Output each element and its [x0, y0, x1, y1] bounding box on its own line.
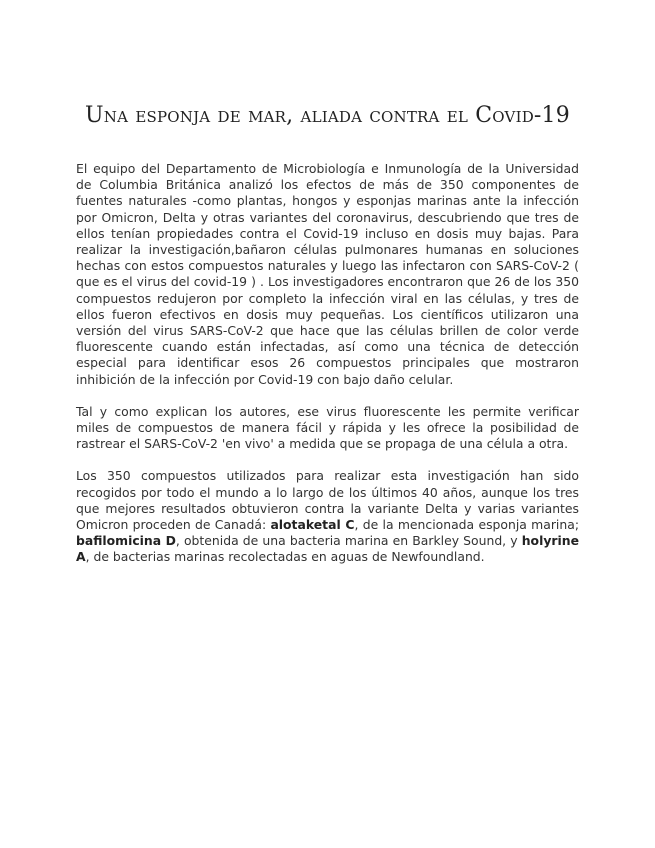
paragraph-3-text: , de bacterias marinas recolectadas en aguas de Newfoundland. [85, 549, 485, 565]
paragraph-1: El equipo del Departamento de Microbiología e Inmunología de la Universidad de Columbia Británica analizó los efectos de más de 350 componentes de fuentes naturales -como plantas, hongos y esponjas marinas ante la infección por Omicron, Delta y otras variantes del coronavirus, descubriendo que tres de ellos tenían propiedades contra el Covid-19 incluso en dosis muy bajas. Para realizar la investigación,bañaron células pulmonares humanas en soluciones hechas con estos compuestos naturales y luego las infectaron con SARS-CoV-2 ( que es el virus del covid-19 ) . Los investigadores encontraron que 26 de los 350 compuestos redujeron por completo la infección viral en las células, y tres de ellos fueron efectivos en dosis muy pequeñas. Los científicos utilizaron una versión del virus SARS-CoV-2 que hace que las células brillen de color verde fluorescente cuando están infectadas, así como una técnica de detección especial para identificar esos 26 compuestos principales que mostraron inhibición de la infección por Covid-19 con bajo daño celular. [76, 161, 579, 387]
document-title: Una esponja de mar, aliada contra el Covid-19 [85, 103, 570, 128]
compound-name: bafilomicina D [76, 533, 176, 549]
document-body [76, 161, 579, 582]
compound-name: alotaketal C [270, 517, 355, 533]
paragraph-3-text: , obtenida de una bacteria marina en Barkley Sound, y [175, 533, 522, 549]
paragraph-3-text: , de la mencionada esponja marina; [354, 517, 579, 533]
paragraph-3 [76, 468, 579, 565]
paragraph-2: Tal y como explican los autores, ese virus fluorescente les permite verificar miles de compuestos de manera fácil y rápida y les ofrece la posibilidad de rastrear el SARS-CoV-2 'en vivo' a medida que se propaga de una célula a otra. [76, 403, 579, 452]
compound-name: holyrine A [76, 533, 579, 565]
paragraph-3-text: Los 350 compuestos utilizados para realizar esta investigación han sido recogidos por todo el mundo a lo largo de los últimos 40 años, aunque los tres que mejores resultados obtuvieron contra la variante Delta y varias variantes Omicron proceden de Canadá: [76, 468, 579, 533]
